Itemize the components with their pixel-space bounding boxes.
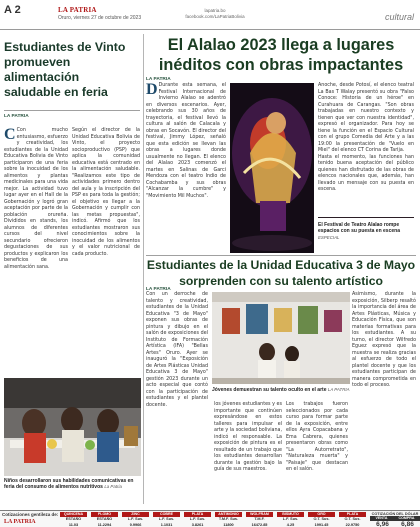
left-photo-caption — [4, 478, 141, 491]
quote-head: ANTIMONIO — [215, 512, 242, 517]
facebook-link[interactable]: facebook.com/LaPatriaBolivia — [185, 14, 245, 20]
quote-head: WOLFRAM — [246, 512, 273, 517]
dollar-buy-label: VENTA — [375, 516, 388, 520]
quote-head: QUINCENA — [60, 512, 87, 517]
top-article-headline: El Alalao 2023 llega a lugares inéditos con obras impactantes — [158, 36, 404, 74]
quote-head: ORO — [308, 512, 335, 517]
top-article-byline: LA PATRIA — [146, 77, 171, 82]
bottom-photo-credit: LA PATRIA — [327, 387, 350, 392]
top-article-text-2: Anoche, desde Potosí, el elenco teatral La Bas T Walay presentó su obra "Falso Conoce: Historia de un héroe" en Curahuara de Carangas. "Son obras trabajadas en nuestro contexto y tienen que ver con nuestra identidad", expresó el organizador. Para hoy se tiene la función en el Espacio Cultural con el grupo Comedia del Arte y a las 19:00 la presentación de "Vuelo en Miel" del elenco CT Corina de Tarija. — [318, 83, 414, 153]
section-label: cultural — [384, 12, 414, 22]
top-photo-credit: ESPECIAL — [318, 234, 340, 240]
left-article-byline: LA PATRIA — [4, 114, 29, 119]
drop-cap: C — [4, 126, 16, 143]
left-article-headline: Estudiantes de Vinto promueven alimentación saludable en feria — [4, 40, 126, 99]
quote-value: 3.8261 — [191, 523, 204, 527]
quote-key: T.M.F. Sus. — [218, 517, 239, 521]
quote-cell — [277, 512, 304, 527]
dollar-rate — [370, 512, 420, 527]
top-article-photo-strip — [318, 210, 414, 218]
quote-head: PLOMO — [91, 512, 118, 517]
top-article-column-1 — [146, 83, 226, 253]
quote-value: 0.9966 — [129, 523, 142, 527]
quote-value: 11.03 — [68, 523, 79, 527]
left-article-column-2: Según el director de la Unidad Educativa Bolivia de Vinto, el proyecto socioproductivo (PSP) que aplica la comunidad educativa está centrado en la alimentación saludable. "Realizamos este tipo de actividades primero dentro del aula y la inscripción del PSP es para toda la gestión; el objetivo es llegar a la Gobernación y cumplir con las metas propuestas", indicó. Afirmó que los estudiantes mostraron sus conocimientos sobre la inocuidad de los alimentos y el valor nutricional de cada producto. — [72, 128, 140, 257]
quote-value: 11800 — [223, 523, 234, 527]
bottom-article-photo — [212, 292, 350, 384]
edition-date: Oruro, viernes 27 de octubre de 2023 — [58, 15, 142, 21]
quote-head: BISMUTO — [277, 512, 304, 517]
quote-value: 22.9750 — [345, 523, 360, 527]
quote-cell — [246, 512, 273, 527]
top-photo-caption — [318, 222, 414, 241]
bottom-article-byline: LA PATRIA — [146, 287, 171, 292]
bottom-photo-caption — [212, 387, 350, 393]
quote-key: ESTAÑO — [65, 517, 82, 521]
top-article-text-1: Durante esta semana, el Festival Internacional de Invierno Alalao se adentró en diversos escenarios. Ayer, celebrando sus 30 años de trayectoria, el festival llevó la cultura al salón de Calacala y obras en Socavón. El director del festival, Jimmy López, señaló que esta edición se llevan las obras a lugares donde usualmente no llegan. El elenco del Alalao 2023 comenzó el martes en Salinas de Garci Mendoza con el teatro Indio de Cochabamba y sus obras "Alcanzar la cumbre" y "Movimiento Mil Muchos". — [146, 83, 226, 199]
quote-cell — [60, 512, 87, 527]
dollar-title: COTIZACIÓN DEL DÓLAR — [371, 512, 419, 516]
quotes-title: Cotizaciones gentileza de: — [2, 512, 59, 517]
quotes-footer — [0, 510, 420, 527]
quote-head: PLATA — [339, 512, 366, 517]
left-photo-credit: La Patria — [104, 484, 122, 490]
left-article-column-1 — [4, 128, 68, 374]
top-photo-caption-text: El Festival de Teatro Alalao rompe espacios con su puesta en escena — [318, 222, 400, 235]
quote-value: 1.1031 — [160, 523, 173, 527]
quote-value: 4.25 — [286, 523, 295, 527]
top-article-text-3: Hasta el momento, las funciones han tenido buena aceptación del público quienes han disfrutado de las obras de elencos nacionales que, además, han llevado un mensaje con su puesta en escena. — [318, 154, 414, 192]
bottom-article-column-4: Los trabajos fueron seleccionados por cada curso para formar parte de la exposición, entre ellos Ayra Copacabana y Ema Cabrera, quienes presentaron obras como "La Autorretrato", "Naturaleza muerta" y "Paisaje" que destacan en el salón. — [286, 402, 348, 472]
website[interactable]: lapatria.bo — [204, 8, 226, 13]
left-article-photo — [4, 378, 141, 476]
quote-key: L.F. Sus. — [282, 517, 299, 521]
quote-cell — [215, 512, 242, 527]
quote-cell — [339, 512, 366, 527]
quote-key: T.M.F. — [254, 517, 265, 521]
bottom-article-column-1: Con un derroche de talento y creatividad, estudiantes de la Unidad Educativa "3 de Mayo" exponen sus obras de pintura y dibujo en el salón de exposiciones del Instituto de Formación Artística (IFA) "Bellas Artes" Oruro. Ayer se inauguró la "Exposición de Artes Plásticas Unidad Educativa 3 de Mayo" gestión 2023 durante un acto especial que contó con la participación de estudiantes y el plantel docente. — [146, 292, 208, 408]
quote-value: 16472.85 — [251, 523, 268, 527]
quote-key: O.T. Sus. — [313, 517, 330, 521]
quote-head: PLATA — [184, 512, 211, 517]
page-number: A 2 — [4, 4, 21, 16]
quote-cell — [184, 512, 211, 527]
bottom-photo-caption-text: Jóvenes demuestran su talento oculto en el arte — [212, 387, 327, 393]
dollar-buy-value: 6,96 — [376, 521, 389, 527]
quote-value: 11.2294 — [97, 523, 112, 527]
top-article-photo — [230, 83, 314, 253]
dollar-sell-label: COMPRA — [398, 516, 415, 520]
page-header — [0, 0, 420, 30]
quote-head: COBRE — [153, 512, 180, 517]
quote-cell — [91, 512, 118, 527]
quote-cell — [308, 512, 335, 527]
bottom-article-column-5: Asimismo, durante la exposición, Silberp resaltó la importancia del área de Artes Plásticas, Música y Educación Física, que son materias formativas para los estudiantes. A su turno, el director Wilfredo Eguez expresó que la muestra se realiza gracias al esfuerzo de todo el plantel docente y que los estudiantes participan de manera comprometida en todo el proceso. — [352, 292, 416, 388]
quote-head: ZINC — [122, 512, 149, 517]
top-article-column-2 — [318, 83, 414, 207]
left-article-text-1: Con mucho entusiasmo, esfuerzo y creatividad, los estudiantes de la Unidad Educativa Bolivia de Vinto participaron de una feria sobre la inocuidad de los alimentos y plantas medicinales para una vida mejor. La actividad tuvo lugar ayer en el Hall de la Gobernación y logró gran aceptación por parte de la población orureña. Divididos en stands, los alumnos de diferentes cursos del nivel secundario ofrecieron degustaciones de sus productos y explicaron los beneficios de una alimentación sana. — [4, 128, 68, 270]
drop-cap: D — [146, 81, 158, 98]
left-photo-caption-text: Niños desarrollaron sus habilidades comunicativas en feria del consumo de alimentos nutritivos — [4, 478, 134, 491]
dollar-values — [370, 521, 420, 527]
quote-key: O.T. Sus. — [344, 517, 361, 521]
bottom-article-headline: Estudiantes de la Unidad Educativa 3 de Mayo sorprenden con su talento artístico — [146, 258, 416, 288]
dollar-sell-value: 6,86 — [401, 521, 414, 527]
quote-key: ESTAÑO — [96, 517, 113, 521]
bottom-article-column-3: los jóvenes estudiantes y es importante que continúen expresándose en estos talleres para impulsar el arte y la sociedad boliviana, indicó el responsable. La exposición de pintura es el resultado de un trabajo que los estudiantes desarrollan durante la gestión bajo la guía de sus maestros. — [214, 402, 282, 472]
quote-key: L.F. Sus. — [158, 517, 175, 521]
contact-info — [180, 8, 250, 20]
quote-key: L.F. Sus. — [127, 517, 144, 521]
newspaper-logo: LA PATRIA — [58, 6, 97, 14]
quote-cell — [153, 512, 180, 527]
footer-logo: LA PATRIA — [4, 519, 36, 525]
quote-cell — [122, 512, 149, 527]
column-divider — [143, 34, 144, 504]
divider — [146, 255, 416, 256]
divider — [4, 110, 140, 111]
quote-value: 1991.45 — [314, 523, 329, 527]
quote-key: L.F. Sus. — [189, 517, 206, 521]
